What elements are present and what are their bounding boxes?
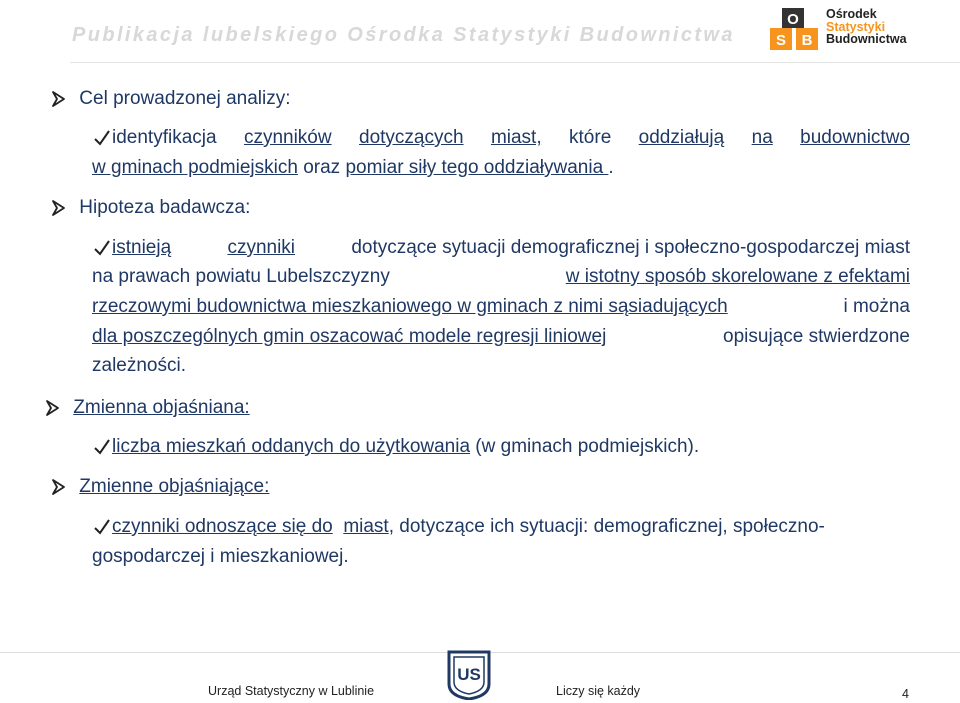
ind-line1-c: , dotyczące ich sytuacji: demograficznej, społeczno- bbox=[388, 516, 825, 537]
goal-item-line-1 bbox=[92, 127, 910, 149]
goal-word-5: które bbox=[569, 127, 612, 148]
ustat-logo bbox=[446, 650, 492, 700]
hyp-line1-c: dotyczące sytuacji demograficznej i społeczno-gospodarczej miast bbox=[351, 237, 910, 258]
logo-letter-o: O bbox=[787, 11, 799, 28]
section-independent-heading-row bbox=[50, 476, 269, 498]
hyp-line3-a: rzeczowymi budownictwa mieszkaniowego w gminach z nimi sąsiadujących bbox=[92, 296, 728, 317]
hyp-line2-b: w istotny sposób skorelowane z efektami bbox=[565, 266, 910, 287]
hypothesis-line-5: zależności. bbox=[92, 355, 186, 376]
logo-letter-b: B bbox=[801, 32, 813, 49]
dep-item-a: liczba mieszkań oddanych do użytkowania bbox=[112, 436, 471, 457]
goal-line2-c: pomiar siły tego oddziaływania bbox=[345, 157, 609, 178]
goal-line2-b: oraz bbox=[297, 157, 346, 178]
hyp-line3-b: i można bbox=[843, 296, 910, 317]
dep-item-b: (w gminach podmiejskich). bbox=[470, 436, 700, 457]
hyp-line2-a: na prawach powiatu Lubelszczyzny bbox=[92, 266, 390, 287]
goal-word-2: czynników bbox=[243, 127, 332, 148]
logo-letter-s: S bbox=[775, 32, 787, 49]
logo-line-1: Ośrodek bbox=[826, 7, 877, 21]
arrow-bullet-icon bbox=[44, 397, 68, 419]
header-title: Publikacja lubelskiego Ośrodka Statystyki Budownictwa bbox=[72, 24, 735, 46]
dependent-item bbox=[92, 436, 699, 458]
independent-line-2: gospodarczej i mieszkaniowej. bbox=[92, 546, 349, 567]
section-goal-heading-row bbox=[50, 88, 291, 110]
ind-line1-b: miast bbox=[343, 516, 389, 537]
hypothesis-line-3 bbox=[92, 296, 910, 318]
page-number: 4 bbox=[902, 687, 909, 701]
goal-word-4: miast, bbox=[490, 127, 542, 148]
goal-word-3: dotyczących bbox=[359, 127, 464, 148]
check-bullet-icon bbox=[92, 436, 112, 458]
arrow-bullet-icon bbox=[50, 197, 74, 219]
goal-word-1: identyfikacja bbox=[112, 127, 217, 148]
goal-item-line-2 bbox=[92, 157, 614, 179]
goal-line2-a: w gminach podmiejskich bbox=[92, 157, 298, 178]
arrow-bullet-icon bbox=[50, 476, 74, 498]
logo-line-3: Budownictwa bbox=[826, 32, 907, 46]
goal-word-7: na bbox=[751, 127, 773, 148]
section-independent-heading: Zmienne objaśniające: bbox=[79, 476, 270, 497]
footer-office-name: Urząd Statystyczny w Lublinie bbox=[208, 684, 375, 698]
footer-slogan: Liczy się każdy bbox=[556, 684, 641, 698]
check-bullet-icon bbox=[92, 237, 112, 259]
hyp-line1-a: istnieją bbox=[112, 237, 172, 258]
independent-line-1 bbox=[92, 516, 825, 538]
hypothesis-line-1 bbox=[92, 237, 910, 259]
hyp-line1-b: czynniki bbox=[227, 237, 296, 258]
goal-word-8: budownictwo bbox=[800, 127, 910, 148]
section-dependent-heading-row bbox=[44, 397, 250, 419]
goal-line2-d: . bbox=[608, 157, 614, 178]
ind-line1-a: czynniki odnoszące się do bbox=[112, 516, 333, 537]
section-dependent-heading: Zmienna objaśniana: bbox=[73, 397, 250, 418]
check-bullet-icon bbox=[92, 516, 112, 538]
hyp-line4-b: opisujące stwierdzone bbox=[723, 326, 910, 347]
check-bullet-icon bbox=[92, 127, 112, 149]
logo-line-2: Statystyki bbox=[826, 19, 886, 34]
section-hypothesis-heading-row bbox=[50, 197, 250, 219]
arrow-bullet-icon bbox=[50, 88, 74, 110]
ustat-logo-text: US bbox=[457, 665, 481, 684]
hyp-line4-a: dla poszczególnych gmin oszacować modele regresji liniowej bbox=[92, 326, 607, 347]
hypothesis-line-4 bbox=[92, 326, 910, 348]
section-goal-heading: Cel prowadzonej analizy: bbox=[79, 88, 291, 109]
hypothesis-line-2 bbox=[92, 266, 910, 288]
section-hypothesis-heading: Hipoteza badawcza: bbox=[79, 197, 251, 218]
goal-word-6: oddziałują bbox=[638, 127, 725, 148]
